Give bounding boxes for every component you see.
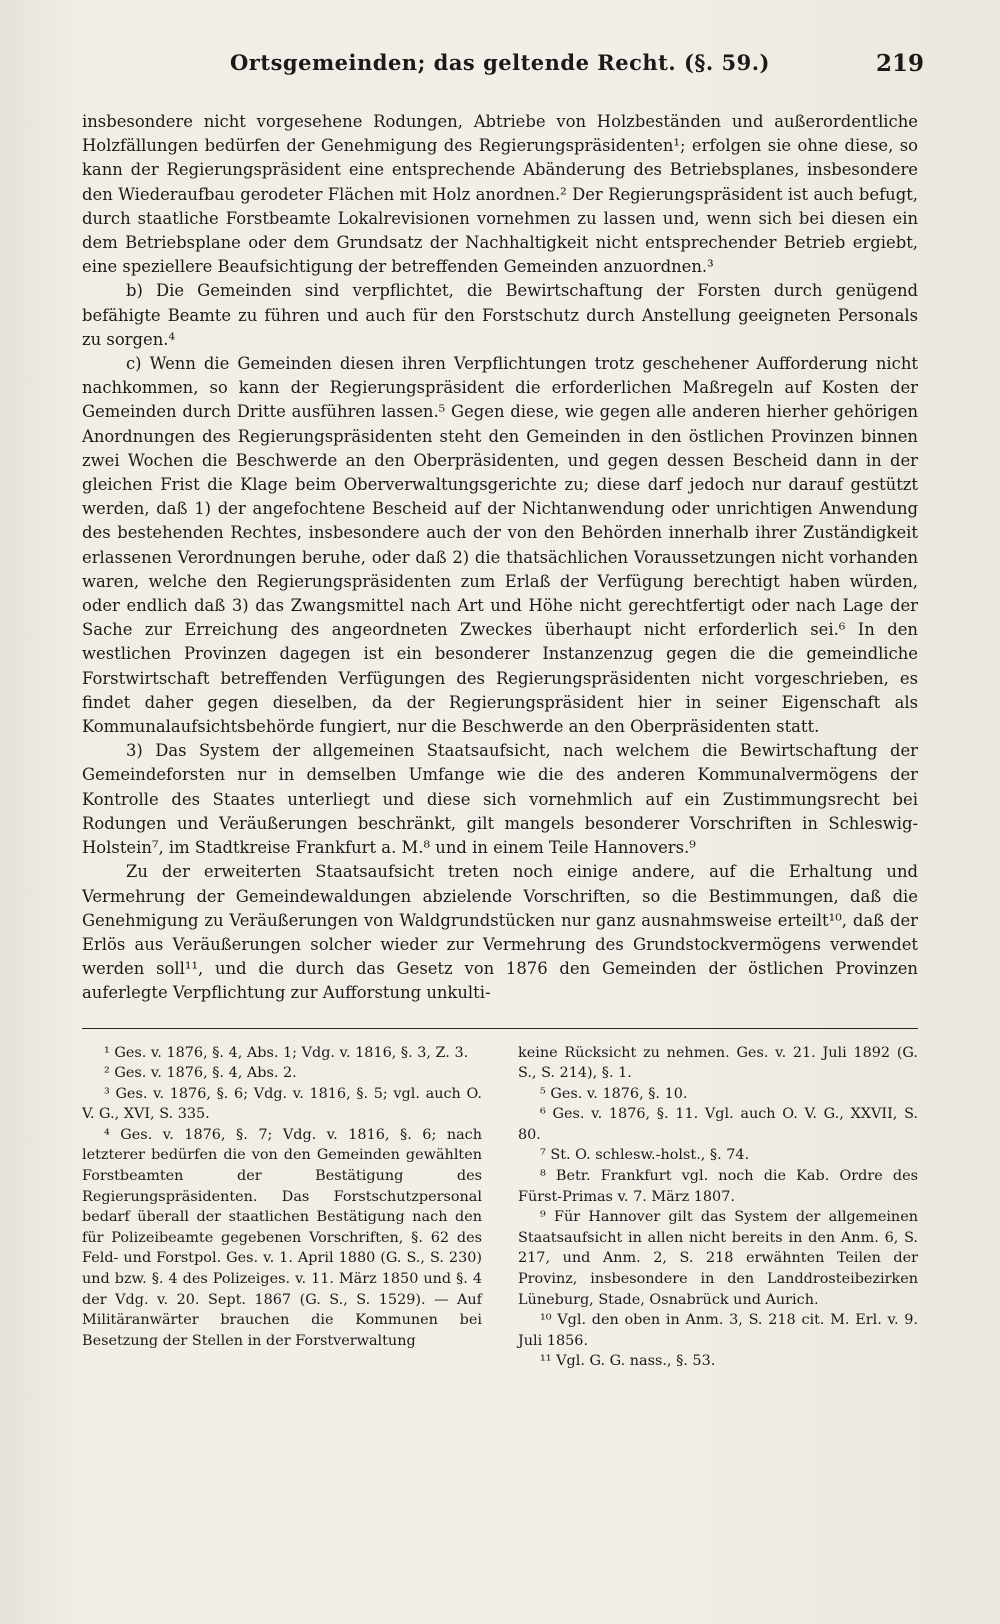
paragraph-3: 3) Das System der allgemeinen Staatsaufsicht, nach welchem die Bewirtschaftung der Gemeindeforsten nur in demselben Umfange wie die des anderen Kommunalvermögens der Kontrolle des Staates unterliegt und diese sich vornehmlich auf ein Zustimmungsrecht bei Rodungen und Veräußerungen beschränkt, gilt mangels besonderer Vorschriften in Schleswig-Holstein⁷, im Stadtkreise Frankfurt a. M.⁸ und in einem Teile Hannovers.⁹	[82, 741, 918, 858]
main-text	[82, 110, 918, 1006]
footnotes-right-column	[518, 1043, 918, 1373]
footnotes-left-column	[82, 1043, 482, 1373]
footnotes	[82, 1043, 918, 1373]
footnote-4: ⁴ Ges. v. 1876, §. 7; Vdg. v. 1816, §. 6; nach letzterer bedürfen die von den Gemeinden gewählten Forstbeamten der Bestätigung des Regierungspräsidenten. Das Forstschutzpersonal bedarf überall der staatlichen Bestätigung nach den für Polizeibeamte gegebenen Vorschriften, §. 62 des Feld- und Forstpol. Ges. v. 1. April 1880 (G. S., S. 230) und bzw. §. 4 des Polizeiges. v. 11. März 1850 und §. 4 der Vdg. v. 20. Sept. 1867 (G. S., S. 1529). — Auf Militäranwärter brauchen die Kommunen bei Besetzung der Stellen in der Forstverwaltung	[82, 1126, 482, 1349]
paragraph-erweiterte-aufsicht: Zu der erweiterten Staatsaufsicht treten noch einige andere, auf die Erhaltung und Vermehrung der Gemeindewaldungen abzielende Vorschriften, so die Bestimmungen, daß die Genehmigung zu Veräußerungen von Waldgrundstücken nur ganz ausnahmsweise erteilt¹⁰, daß der Erlös aus Veräußerungen solcher wieder zur Vermehrung des Grundstockvermögens verwendet werden soll¹¹, und die durch das Gesetz von 1876 den Gemeinden der östlichen Provinzen auferlegte Verpflichtung zur Aufforstung unkulti-	[82, 862, 918, 1003]
paragraph-c: c) Wenn die Gemeinden diesen ihren Verpflichtungen trotz geschehener Aufforderung nicht nachkommen, so kann der Regierungspräsident die erforderlichen Maßregeln auf Kosten der Gemeinden durch Dritte ausführen lassen.⁵ Gegen diese, wie gegen alle anderen hierher gehörigen Anordnungen des Regierungspräsidenten steht den Gemeinden in den östlichen Provinzen binnen zwei Wochen die Beschwerde an den Oberpräsidenten, und gegen dessen Bescheid dann in der gleichen Frist die Klage beim Oberverwaltungsgerichte zu; diese darf jedoch nur darauf gestützt werden, daß 1) der angefochtene Bescheid auf der Nichtanwendung oder unrichtigen Anwendung des bestehenden Rechtes, insbesondere auch der von den Behörden innerhalb ihrer Zuständigkeit erlassenen Verordnungen beruhe, oder daß 2) die thatsächlichen Voraussetzungen nicht vorhanden waren, welche den Regierungspräsidenten zum Erlaß der Verfügung berechtigt haben würden, oder endlich daß 3) das Zwangsmittel nach Art und Höhe nicht gerechtfertigt oder nach Lage der Sache zur Erreichung des angeordneten Zweckes überhaupt nicht erforderlich sei.⁶ In den westlichen Provinzen dagegen ist ein besonderer Instanzenzug gegen die die gemeindliche Forstwirtschaft betreffenden Verfügungen des Regierungspräsidenten nicht vorgeschrieben, es findet daher gegen dieselben, da der Regierungspräsident hier in seiner Eigenschaft als Kommunalaufsichtsbehörde fungiert, nur die Beschwerde an den Oberpräsidenten statt.	[82, 354, 918, 737]
footnote-8: ⁸ Betr. Frankfurt vgl. noch die Kab. Ordre des Fürst-Primas v. 7. März 1807.	[518, 1168, 918, 1205]
footnote-10: ¹⁰ Vgl. den oben in Anm. 3, S. 218 cit. M. Erl. v. 9. Juli 1856.	[518, 1312, 918, 1349]
footnote-11: ¹¹ Vgl. G. G. nass., §. 53.	[540, 1353, 716, 1370]
paragraph-continuation: insbesondere nicht vorgesehene Rodungen, Abtriebe von Holzbeständen und außerordentliche Holzfällungen bedürfen der Genehmigung des Regierungspräsidenten¹; erfolgen sie ohne diese, so kann der Regierungspräsident eine entsprechende Abänderung des Betriebsplanes, insbesondere den Wiederaufbau gerodeter Flächen mit Holz anordnen.² Der Regierungspräsident ist auch befugt, durch staatliche Forstbeamte Lokalrevisionen vornehmen zu lassen und, wenn sich bei diesen ein dem Betriebsplane oder dem Grundsatz der Nachhaltigkeit nicht entsprechender Betrieb ergiebt, eine speziellere Beaufsichtigung der betreffenden Gemeinden anzuordnen.³	[82, 112, 918, 277]
footnote-6: ⁶ Ges. v. 1876, §. 11. Vgl. auch O. V. G., XXVII, S. 80.	[518, 1106, 918, 1143]
footnote-4-continued: keine Rücksicht zu nehmen. Ges. v. 21. Juli 1892 (G. S., S. 214), §. 1.	[518, 1044, 918, 1082]
paragraph-b: b) Die Gemeinden sind verpflichtet, die Bewirtschaftung der Forsten durch genügend befähigte Beamte zu führen und auch für den Forstschutz durch Anstellung geeigneten Personals zu sorgen.⁴	[82, 281, 918, 349]
footnote-9: ⁹ Für Hannover gilt das System der allgemeinen Staatsaufsicht in allen nicht bereits in den Anm. 6, S. 217, und Anm. 2, S. 218 erwähnten Teilen der Provinz, insbesondere in den Landdrosteibezirken Lüneburg, Stade, Osnabrück und Aurich.	[518, 1209, 918, 1308]
footnote-divider	[82, 1028, 918, 1029]
page-number: 219	[875, 50, 924, 77]
footnote-7: ⁷ St. O. schlesw.-holst., §. 74.	[540, 1147, 750, 1164]
running-head: Ortsgemeinden; das geltende Recht. (§. 59.)	[230, 50, 770, 75]
footnote-2: ² Ges. v. 1876, §. 4, Abs. 2.	[104, 1065, 297, 1082]
page-header	[82, 36, 924, 77]
footnote-5: ⁵ Ges. v. 1876, §. 10.	[540, 1085, 688, 1102]
footnote-1: ¹ Ges. v. 1876, §. 4, Abs. 1; Vdg. v. 1816, §. 3, Z. 3.	[104, 1044, 469, 1061]
footnote-3: ³ Ges. v. 1876, §. 6; Vdg. v. 1816, §. 5; vgl. auch O. V. G., XVI, S. 335.	[82, 1085, 482, 1123]
